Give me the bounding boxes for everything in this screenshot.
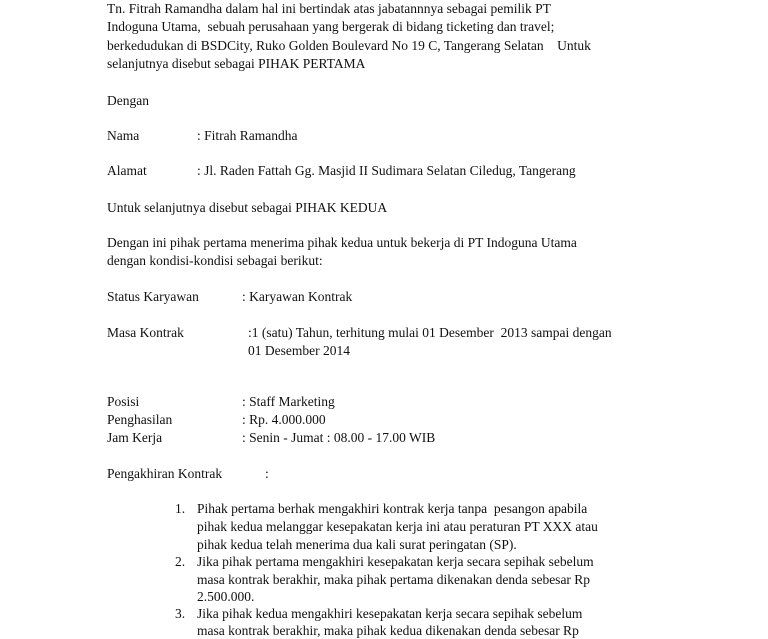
masa-kontrak-value-1: :1 (satu) Tahun, terhitung mulai 01 Desember 2013 sampai dengan (248, 325, 612, 340)
agreement-line-1: Dengan ini pihak pertama menerima pihak kedua untuk bekerja di PT Indoguna Utama (107, 235, 577, 250)
status-value: : Karyawan Kontrak (242, 289, 353, 304)
posisi-label: Posisi (107, 394, 140, 409)
list-item-number: 3. (175, 606, 186, 621)
list-item-number: 2. (175, 554, 186, 569)
list-item-line: pihak kedua melanggar kesepakatan kerja ini atau peraturan PT XXX atau (197, 519, 598, 534)
pihak-kedua-text: Untuk selanjutnya disebut sebagai PIHAK KEDUA (107, 200, 388, 215)
list-item-line: Pihak pertama berhak mengakhiri kontrak kerja tanpa pesangon apabila (197, 501, 588, 516)
jam-kerja-label: Jam Kerja (107, 430, 163, 445)
jam-kerja-value: : Senin - Jumat : 08.00 - 17.00 WIB (242, 430, 436, 445)
intro-line-4: selanjutnya disebut sebagai PIHAK PERTAMA (107, 56, 366, 71)
intro-line-2: Indoguna Utama, sebuah perusahaan yang bergerak di bidang ticketing dan travel; (107, 19, 555, 34)
list-item-line: Jika pihak pertama mengakhiri kesepakatan kerja secara sepihak sebelum (197, 554, 594, 569)
list-item-line: 2.500.000. (197, 589, 255, 604)
intro-line-1: Tn. Fitrah Ramandha dalam hal ini bertindak atas jabatannnya sebagai pemilik PT (107, 1, 551, 16)
intro-line-3: berkedudukan di BSDCity, Ruko Golden Boulevard No 19 C, Tangerang Selatan Untuk (107, 38, 591, 53)
list-item-number: 1. (175, 501, 186, 516)
status-label: Status Karyawan (107, 289, 199, 304)
masa-kontrak-value-2: 01 Desember 2014 (248, 343, 350, 358)
masa-kontrak-label: Masa Kontrak (107, 325, 184, 340)
list-item-line: masa kontrak berakhir, maka pihak pertama dikenakan denda sebesar Rp (197, 572, 591, 587)
penghasilan-label: Penghasilan (107, 412, 173, 427)
nama-label: Nama (107, 128, 140, 143)
list-item-line: pihak kedua telah menerima dua kali surat peringatan (SP). (197, 537, 517, 552)
agreement-line-2: dengan kondisi-kondisi sebagai berikut: (107, 253, 323, 268)
alamat-value: : Jl. Raden Fattah Gg. Masjid II Sudimara Selatan Ciledug, Tangerang (197, 163, 576, 178)
nama-value: : Fitrah Ramandha (197, 128, 298, 143)
alamat-label: Alamat (107, 163, 147, 178)
dengan-text: Dengan (107, 93, 149, 108)
penghasilan-value: : Rp. 4.000.000 (242, 412, 326, 427)
list-item-line: Jika pihak kedua mengakhiri kesepakatan kerja secara sepihak sebelum (197, 606, 583, 621)
pengakhiran-label: Pengakhiran Kontrak (107, 466, 223, 481)
pengakhiran-colon: : (265, 466, 269, 481)
posisi-value: : Staff Marketing (242, 394, 335, 409)
list-item-line: masa kontrak berakhir, maka pihak kedua dikenakan denda sebesar Rp (197, 623, 579, 638)
